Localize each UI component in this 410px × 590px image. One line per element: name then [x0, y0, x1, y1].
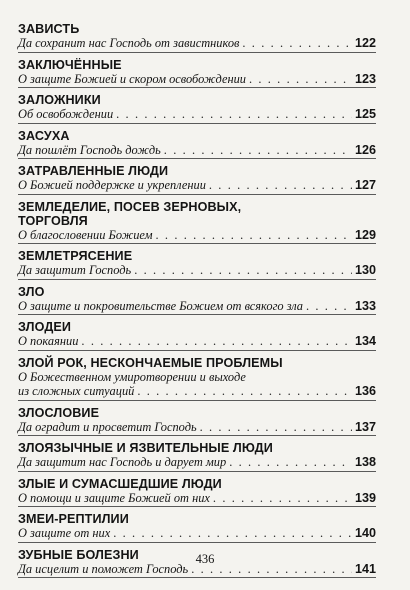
dot-leader — [213, 491, 352, 506]
toc-entry — [18, 477, 376, 508]
page-number: 122 — [354, 36, 376, 50]
entry-line — [18, 143, 376, 160]
entry-line — [18, 299, 376, 316]
toc-entry — [18, 406, 376, 437]
entry-heading: ЗЛОСЛОВИЕ — [18, 405, 100, 420]
page-number: 141 — [354, 561, 376, 576]
dot-leader — [209, 178, 352, 193]
entry-subtitle-line-2: из сложных ситуаций — [18, 384, 135, 398]
entry-subtitle: Да оградит и просветит Господь — [18, 419, 197, 434]
entry-heading-line-1: ЗЕМЛЕДЕЛИЕ, ПОСЕВ ЗЕРНОВЫХ, — [18, 199, 242, 214]
page-number: 130 — [354, 263, 376, 277]
dot-leader — [242, 36, 352, 51]
page-number: 136 — [354, 384, 376, 398]
dot-leader — [200, 420, 352, 435]
entry-heading-line-2: ТОРГОВЛЯ — [18, 213, 88, 228]
page-number: 134 — [354, 334, 376, 348]
page-number: 129 — [354, 227, 376, 242]
entry-subtitle: Да защитит нас Господь и дарует мир — [18, 455, 227, 469]
entry-heading: ЗЛЫЕ И СУМАСШЕДШИЕ ЛЮДИ — [18, 476, 222, 491]
entry-line — [18, 334, 376, 351]
toc-entry — [18, 58, 376, 89]
entry-line — [18, 178, 376, 195]
dot-leader — [249, 72, 352, 87]
entry-subtitle: Об освобождении — [18, 107, 114, 121]
entry-heading: ЗАВИСТЬ — [18, 22, 80, 36]
toc-entry — [18, 22, 376, 53]
entry-subtitle: О Божией поддержке и укреплении — [18, 178, 206, 192]
page-number: 133 — [354, 298, 376, 313]
entry-subtitle: О помощи и защите Божией от них — [18, 490, 210, 505]
toc-entry — [18, 164, 376, 195]
entry-heading: ЗАСУХА — [18, 128, 70, 143]
entry-subtitle: Да исцелит и поможет Господь — [18, 561, 189, 576]
page-number: 125 — [354, 107, 376, 121]
page-number: 139 — [354, 490, 376, 505]
entry-line — [18, 526, 376, 543]
toc-entry — [18, 93, 376, 124]
entry-heading: ЗАЛОЖНИКИ — [18, 93, 101, 107]
entry-heading: ЗЛОДЕИ — [18, 320, 72, 334]
entry-line — [18, 263, 376, 280]
entry-subtitle: О защите от них — [18, 526, 111, 540]
entry-line — [18, 107, 376, 124]
toc-entry — [18, 320, 376, 351]
entry-line — [18, 36, 376, 53]
entry-subtitle-line-1: О Божественном умиротворении и выходе — [18, 369, 246, 384]
toc-entry — [18, 249, 376, 280]
dot-leader — [156, 228, 352, 243]
dot-leader — [137, 384, 352, 399]
entry-line — [18, 228, 376, 245]
page-number: 123 — [354, 71, 376, 86]
page-number: 126 — [354, 142, 376, 157]
entry-line — [18, 420, 376, 437]
toc-entry — [18, 200, 376, 245]
entry-subtitle: Да пошлёт Господь дождь — [18, 142, 161, 157]
entry-line — [18, 384, 376, 401]
entry-subtitle: О благословении Божием — [18, 227, 153, 242]
entry-heading: ЗАКЛЮЧЁННЫЕ — [18, 57, 122, 72]
entry-subtitle: О защите Божией и скором освобождении — [18, 71, 246, 86]
entry-heading: ЗЕМЛЕТРЯСЕНИЕ — [18, 249, 133, 263]
dot-leader — [164, 143, 352, 158]
entry-heading: ЗЛО — [18, 284, 45, 299]
table-of-contents — [18, 22, 376, 583]
toc-entry — [18, 129, 376, 160]
toc-entry — [18, 285, 376, 316]
entry-heading: ЗАТРАВЛЕННЫЕ ЛЮДИ — [18, 164, 169, 178]
entry-heading: ЗМЕИ-РЕПТИЛИИ — [18, 512, 129, 526]
dot-leader — [113, 526, 352, 541]
dot-leader — [306, 299, 352, 314]
entry-heading: ЗУБНЫЕ БОЛЕЗНИ — [18, 547, 139, 562]
page-number: 137 — [354, 419, 376, 434]
dot-leader — [134, 263, 352, 278]
page-number: 127 — [354, 178, 376, 192]
toc-entry — [18, 512, 376, 543]
entry-heading: ЗЛОЯЗЫЧНЫЕ И ЯЗВИТЕЛЬНЫЕ ЛЮДИ — [18, 441, 273, 455]
entry-subtitle: Да защитит Господь — [18, 263, 132, 277]
page-number: 138 — [354, 455, 376, 469]
dot-leader — [116, 107, 352, 122]
entry-subtitle: Да сохранит нас Господь от завистников — [18, 36, 240, 50]
entry-subtitle: О покаянии — [18, 334, 79, 348]
entry-heading: ЗЛОЙ РОК, НЕСКОНЧАЕМЫЕ ПРОБЛЕМЫ — [18, 355, 283, 370]
page-footer-number: 436 — [195, 552, 215, 566]
toc-entry — [18, 356, 376, 401]
entry-line — [18, 455, 376, 472]
toc-entry — [18, 441, 376, 472]
entry-line — [18, 72, 376, 89]
entry-subtitle: О защите и покровительстве Божием от всякого зла — [18, 298, 303, 313]
entry-line — [18, 491, 376, 508]
dot-leader — [229, 455, 352, 470]
dot-leader — [81, 334, 352, 349]
page-number: 140 — [354, 526, 376, 540]
